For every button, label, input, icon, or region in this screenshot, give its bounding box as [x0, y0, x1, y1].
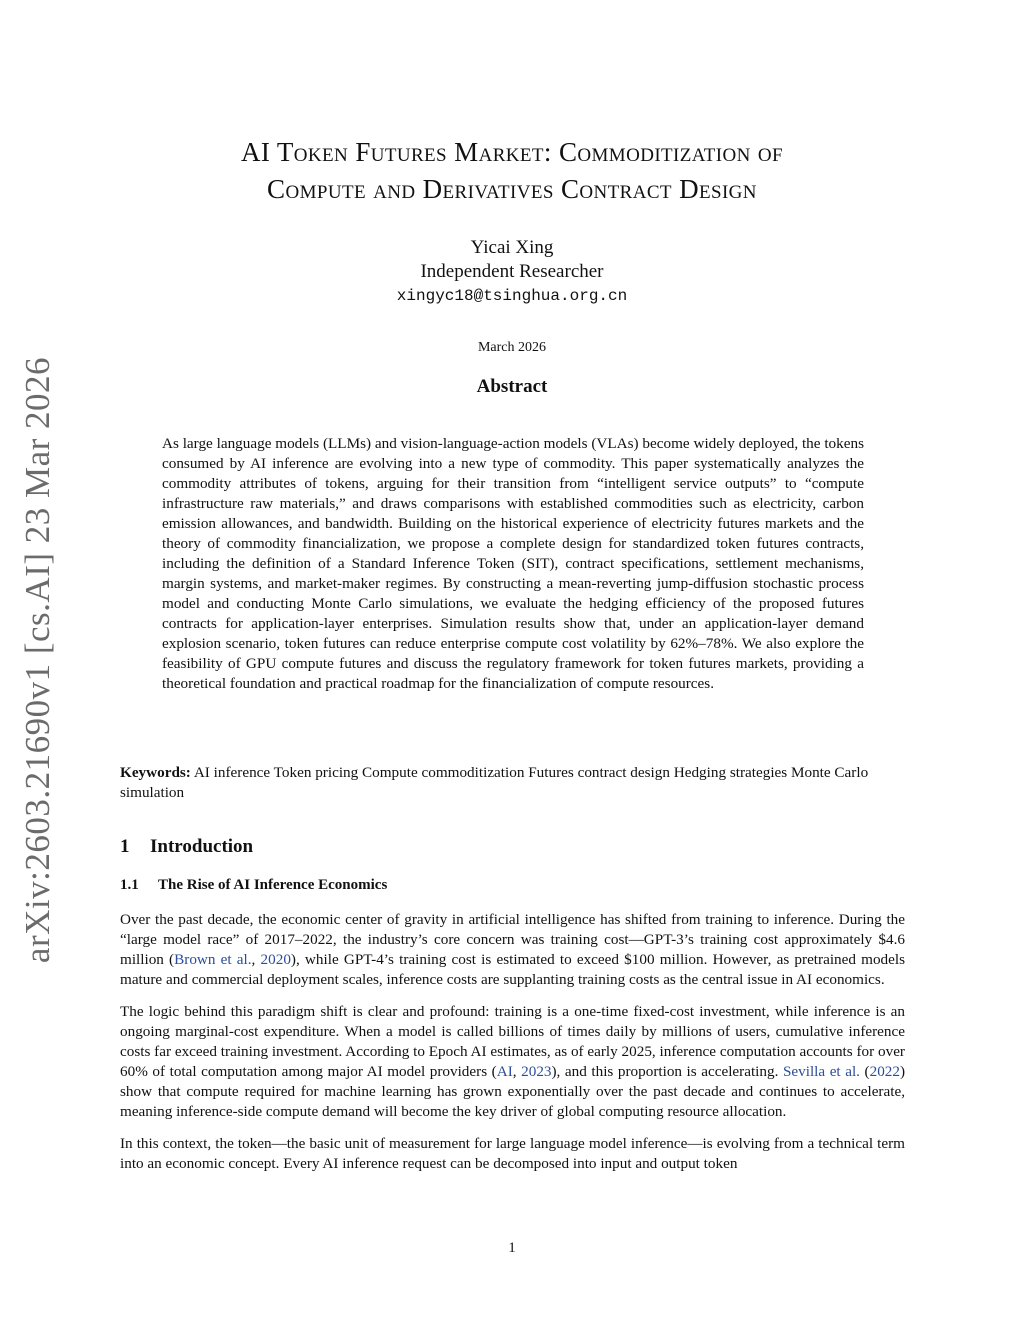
- p2-text-c: ), and this proportion is accelerating.: [551, 1063, 783, 1080]
- keywords-list: AI inference Token pricing Compute commoditization Futures contract design Hedging strategies Monte Carlo simulation: [120, 764, 869, 801]
- subsection-title: The Rise of AI Inference Economics: [158, 877, 388, 893]
- section-heading: [120, 836, 253, 858]
- arxiv-identifier: arXiv:2603.21690v1 [cs.AI] 23 Mar 2026: [18, 356, 57, 964]
- p1-text-a: Over the past decade, the economic center of gravity in artificial intelligence has shifted from training to inference. During the “large model race” of 2017–2022, the industry’s core concern was training cost—GPT-3’s training cost approximately $4.6 million (: [120, 911, 905, 968]
- abstract-text: As large language models (LLMs) and vision-language-action models (VLAs) become widely deployed, the tokens consumed by AI inference are evolving into a new type of commodity. This paper systematically analyzes the commodity attributes of tokens, arguing for their transition from “intelligent service outputs” to “compute infrastructure raw materials,” and draws comparisons with established commodities such as electricity, carbon emission allowances, and bandwidth. Building on the historical experience of electricity futures markets and the theory of commodity financialization, we propose a complete design for standardized token futures contracts, including the definition of a Standard Inference Token (SIT), contract specifications, settlement mechanisms, margin systems, and market-maker regimes. By constructing a mean-reverting jump-diffusion stochastic process model and conducting Monte Carlo simulations, we evaluate the hedging efficiency of the proposed futures contracts for application-layer enterprises. Simulation results show that, under an application-layer demand explosion scenario, token futures can reduce enterprise compute cost volatility by 62%–78%. We also explore the feasibility of GPU compute futures and discuss the regulatory framework for token futures markets, providing a theoretical foundation and practical roadmap for the financialization of compute resources.: [162, 435, 864, 692]
- page-number: 1: [508, 1240, 516, 1256]
- paper-date: March 2026: [477, 340, 547, 355]
- citation-sevilla-link[interactable]: Sevilla et al.: [782, 1063, 860, 1080]
- author-affiliation: Independent Researcher: [420, 261, 604, 282]
- citation-ai-link[interactable]: AI: [496, 1063, 513, 1080]
- keywords-label: Keywords:: [120, 764, 191, 781]
- p2-text-e: ) show that compute required for machine learning has grown exponentially over the past decade and continues to accelerate, meaning inference-side compute demand will become the key driver of global computing resource allocation.: [120, 1063, 906, 1120]
- p2-text-b: ,: [512, 1063, 522, 1080]
- subsection-heading: [120, 877, 387, 894]
- subsection-number: 1.1: [120, 877, 139, 893]
- citation-sevilla-year-link[interactable]: 2022: [869, 1063, 900, 1080]
- p2-text-a: The logic behind this paradigm shift is clear and profound: training is a one-time fixed-cost investment, while inference is an ongoing marginal-cost expenditure. When a model is called billions of times daily by millions of users, cumulative inference costs far exceed training investment. According to Epoch AI estimates, as of early 2025, inference computation accounts for over 60% of total computation among major AI model providers (: [120, 1003, 905, 1080]
- paragraph-1: [120, 910, 905, 990]
- author-block: [0, 236, 1024, 308]
- author-name: Yicai Xing: [470, 237, 554, 258]
- abstract-heading: Abstract: [476, 376, 548, 397]
- keywords: [120, 763, 905, 803]
- body-text: [120, 910, 905, 1186]
- title-line-2: Compute and Derivatives Contract Design: [267, 174, 757, 204]
- p1-text-b: ,: [251, 951, 261, 968]
- paper-title: [110, 134, 914, 208]
- citation-brown-year-link[interactable]: 2020: [260, 951, 291, 968]
- p2-text-d: (: [859, 1063, 870, 1080]
- title-line-1: AI Token Futures Market: Commoditization of: [240, 137, 784, 167]
- p1-text-c: ), while GPT-4’s training cost is estimated to exceed $100 million. However, as pretrained models mature and commercial deployment scales, inference costs are supplanting training costs as the central issue in AI economics.: [120, 951, 906, 988]
- citation-brown-link[interactable]: Brown et al.: [174, 951, 252, 968]
- paragraph-2: [120, 1002, 905, 1122]
- citation-ai-year-link[interactable]: 2023: [521, 1063, 552, 1080]
- section-number: 1: [120, 836, 130, 857]
- section-title: Introduction: [150, 836, 254, 857]
- arxiv-sidebar-stamp: [8, 356, 68, 964]
- paragraph-3: In this context, the token—the basic unit of measurement for large language model inference—is evolving from a technical term into an economic concept. Every AI inference request can be decomposed into input and output token: [120, 1135, 905, 1172]
- author-email: xingyc18@tsinghua.org.cn: [396, 287, 628, 305]
